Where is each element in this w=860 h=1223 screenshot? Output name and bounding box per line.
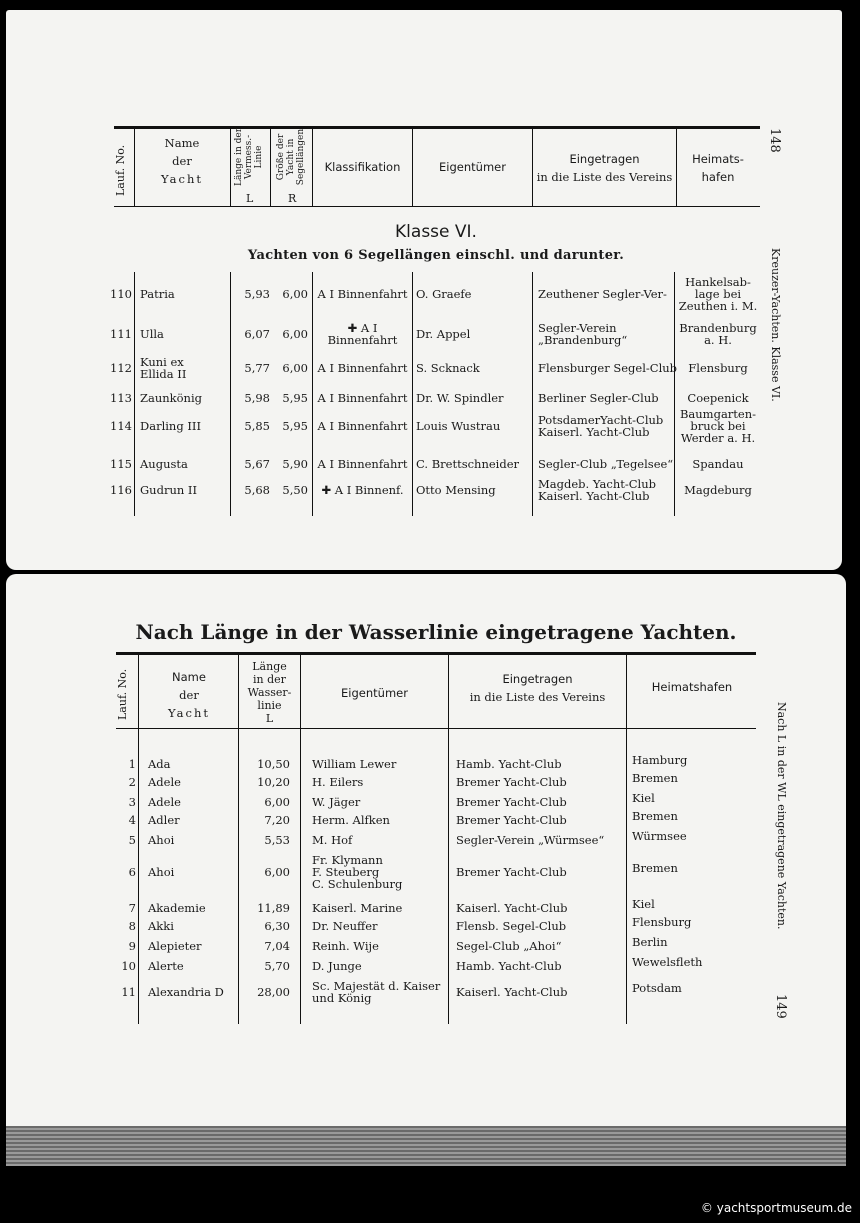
top-header-bottom-rule bbox=[114, 206, 760, 207]
club: Bremer Yacht-Club bbox=[456, 775, 567, 789]
col-divider bbox=[270, 126, 271, 206]
bottom-header-rule bbox=[116, 652, 756, 655]
home-port: a. H. bbox=[704, 333, 732, 347]
col-divider bbox=[134, 272, 135, 516]
header-eingetragen: Eingetragen in die Liste des Vereins bbox=[536, 152, 673, 184]
size-value: 5,50 bbox=[282, 483, 308, 497]
yacht-name: Alepieter bbox=[148, 939, 202, 953]
club: Magdeb. Yacht-Club bbox=[538, 477, 656, 491]
classification: ✚ A I Binnenf. bbox=[321, 483, 404, 497]
owner: Louis Wustrau bbox=[416, 419, 501, 433]
header-eingetragen: Eingetragen in die Liste des Vereins bbox=[469, 672, 606, 704]
bottom-page-number: 149 bbox=[773, 994, 788, 1019]
owner: Dr. W. Spindler bbox=[416, 391, 504, 405]
size-value: 6,00 bbox=[282, 287, 308, 301]
home-port: Flensburg bbox=[632, 915, 692, 929]
yacht-name: Adler bbox=[148, 813, 180, 827]
size-value: 6,00 bbox=[282, 327, 308, 341]
yacht-name: Gudrun II bbox=[140, 483, 198, 497]
home-port: Magdeburg bbox=[684, 483, 752, 497]
owner: D. Junge bbox=[312, 959, 362, 973]
owner: Herm. Alfken bbox=[312, 813, 390, 827]
yacht-name: Ulla bbox=[140, 327, 164, 341]
header-eigentuemer: Eigentümer bbox=[341, 686, 408, 700]
size-value: 5,95 bbox=[282, 391, 308, 405]
yacht-name: Kuni ex bbox=[140, 355, 184, 369]
length-value: 6,30 bbox=[264, 919, 290, 933]
row-number: 6 bbox=[128, 865, 136, 879]
row-number: 8 bbox=[128, 919, 136, 933]
owner: C. Schulenburg bbox=[312, 877, 403, 891]
row-number: 116 bbox=[110, 483, 132, 497]
owner: F. Steuberg bbox=[312, 865, 380, 879]
col-divider bbox=[138, 654, 139, 1024]
header-laenge-symbol: L bbox=[246, 192, 254, 205]
home-port: bruck bei bbox=[690, 419, 746, 433]
club: Flensb. Segel-Club bbox=[456, 919, 567, 933]
row-number: 5 bbox=[128, 833, 136, 847]
club: Kaiserl. Yacht-Club bbox=[538, 489, 650, 503]
col-divider bbox=[448, 654, 449, 1024]
length-value: 7,20 bbox=[264, 813, 290, 827]
col-divider bbox=[230, 272, 231, 516]
header-heimatshafen: Heimats- hafen bbox=[692, 152, 744, 184]
row-number: 9 bbox=[128, 939, 136, 953]
header-groesse: Größe der Yacht in Segellängen bbox=[276, 128, 306, 186]
size-value: 5,95 bbox=[282, 419, 308, 433]
club: Bremer Yacht-Club bbox=[456, 813, 567, 827]
club: Hamb. Yacht-Club bbox=[456, 757, 562, 771]
row-number: 10 bbox=[121, 959, 136, 973]
club: Kaiserl. Yacht-Club bbox=[538, 425, 650, 439]
length-value: 6,07 bbox=[244, 327, 270, 341]
club: Kaiserl. Yacht-Club bbox=[456, 985, 568, 999]
home-port: Coepenick bbox=[687, 391, 749, 405]
header-laenge: Länge in der Wasser- linie L bbox=[247, 660, 292, 725]
length-value: 7,04 bbox=[264, 939, 290, 953]
yacht-name: Ada bbox=[148, 757, 171, 771]
top-header-rule bbox=[114, 126, 760, 129]
classification: A I Binnenfahrt bbox=[317, 419, 408, 433]
yacht-name: Patria bbox=[140, 287, 175, 301]
owner: W. Jäger bbox=[312, 795, 361, 809]
row-number: 110 bbox=[110, 287, 132, 301]
bottom-running-head: Nach L in der WL eingetragene Yachten. bbox=[775, 702, 788, 930]
row-number: 114 bbox=[110, 419, 132, 433]
club: Bremer Yacht-Club bbox=[456, 865, 567, 879]
length-value: 10,20 bbox=[257, 775, 290, 789]
header-klassifikation: Klassifikation bbox=[324, 160, 401, 174]
row-number: 2 bbox=[128, 775, 136, 789]
row-number: 4 bbox=[128, 813, 136, 827]
owner: Sc. Majestät d. Kaiser bbox=[312, 979, 441, 993]
row-number: 111 bbox=[110, 327, 132, 341]
home-port: Baumgarten- bbox=[679, 407, 757, 421]
top-page-number: 148 bbox=[767, 128, 782, 153]
yacht-name: Ellida II bbox=[140, 367, 187, 381]
bottom-title: Nach Länge in der Wasserlinie eingetragene Yachten. bbox=[135, 620, 737, 644]
owner: Otto Mensing bbox=[416, 483, 496, 497]
owner: C. Brettschneider bbox=[416, 457, 520, 471]
length-value: 5,67 bbox=[244, 457, 270, 471]
yacht-name: Alerte bbox=[148, 959, 184, 973]
owner: Kaiserl. Marine bbox=[312, 901, 403, 915]
classification: A I Binnenfahrt bbox=[317, 361, 408, 375]
owner: O. Graefe bbox=[416, 287, 472, 301]
length-value: 6,00 bbox=[264, 865, 290, 879]
club: Berliner Segler-Club bbox=[538, 391, 659, 405]
copyright-notice: © yachtsportmuseum.de bbox=[700, 1201, 852, 1215]
home-port: Werder a. H. bbox=[680, 431, 756, 445]
yacht-name: Adele bbox=[148, 775, 181, 789]
home-port: Wewelsfleth bbox=[632, 955, 703, 969]
bottom-header-bottom-rule bbox=[116, 728, 756, 729]
length-value: 5,85 bbox=[244, 419, 270, 433]
yacht-name: Akki bbox=[148, 919, 174, 933]
yacht-name: Ahoi bbox=[148, 833, 175, 847]
home-port: Kiel bbox=[632, 897, 655, 911]
home-port: Berlin bbox=[632, 935, 668, 949]
col-divider bbox=[134, 126, 135, 206]
home-port: Potsdam bbox=[632, 981, 682, 995]
home-port: Brandenburg bbox=[679, 321, 757, 335]
club: Kaiserl. Yacht-Club bbox=[456, 901, 568, 915]
col-divider bbox=[300, 654, 301, 1024]
col-divider bbox=[412, 272, 413, 516]
length-value: 10,50 bbox=[257, 757, 290, 771]
length-value: 5,68 bbox=[244, 483, 270, 497]
classification: ✚ A I bbox=[347, 321, 378, 335]
header-name: Name der Yacht bbox=[167, 670, 211, 720]
yacht-name: Akademie bbox=[148, 901, 206, 915]
club: Flensburger Segel-Club bbox=[538, 361, 678, 375]
top-running-head: Kreuzer-Yachten. Klasse VI. bbox=[769, 248, 782, 402]
size-value: 6,00 bbox=[282, 361, 308, 375]
col-divider bbox=[674, 272, 675, 516]
classification: A I Binnenfahrt bbox=[317, 391, 408, 405]
col-divider bbox=[230, 126, 231, 206]
home-port: Bremen bbox=[632, 771, 678, 785]
header-name: Name der Yacht bbox=[160, 136, 204, 186]
yacht-name: Zaunkönig bbox=[140, 391, 202, 405]
classification: A I Binnenfahrt bbox=[317, 457, 408, 471]
club: Segler-Club „Tegelsee“ bbox=[538, 457, 674, 471]
yacht-name: Adele bbox=[148, 795, 181, 809]
club: Segler-Verein „Würmsee“ bbox=[456, 833, 605, 847]
length-value: 6,00 bbox=[264, 795, 290, 809]
col-divider bbox=[532, 272, 533, 516]
owner: und König bbox=[312, 991, 372, 1005]
owner: M. Hof bbox=[312, 833, 353, 847]
class-subtitle: Yachten von 6 Segellängen einschl. und darunter. bbox=[247, 248, 625, 263]
col-divider bbox=[626, 654, 627, 1024]
class-title: Klasse VI. bbox=[395, 222, 477, 242]
length-value: 5,77 bbox=[244, 361, 270, 375]
length-value: 5,98 bbox=[244, 391, 270, 405]
row-number: 115 bbox=[110, 457, 132, 471]
home-port: Zeuthen i. M. bbox=[678, 299, 758, 313]
home-port: Spandau bbox=[692, 457, 744, 471]
top-page bbox=[6, 10, 842, 570]
classification: A I Binnenfahrt bbox=[317, 287, 408, 301]
classification: Binnenfahrt bbox=[327, 333, 398, 347]
length-value: 5,53 bbox=[264, 833, 290, 847]
home-port: Kiel bbox=[632, 791, 655, 805]
club: Zeuthener Segler-Ver- bbox=[538, 287, 667, 301]
length-value: 5,93 bbox=[244, 287, 270, 301]
length-value: 28,00 bbox=[257, 985, 290, 999]
row-number: 113 bbox=[110, 391, 132, 405]
header-groesse-symbol: R bbox=[288, 192, 297, 205]
home-port: Würmsee bbox=[632, 829, 687, 843]
bottom-page bbox=[6, 574, 846, 1130]
home-port: Hankelsab- bbox=[685, 275, 751, 289]
owner: Dr. Appel bbox=[416, 327, 471, 341]
yacht-name: Ahoi bbox=[148, 865, 175, 879]
owner: William Lewer bbox=[312, 757, 397, 771]
header-lauf-no: Lauf. No. bbox=[116, 668, 129, 720]
header-heimatshafen: Heimatshafen bbox=[651, 680, 733, 694]
row-number: 1 bbox=[128, 757, 136, 771]
club: Bremer Yacht-Club bbox=[456, 795, 567, 809]
club: Hamb. Yacht-Club bbox=[456, 959, 562, 973]
yacht-name: Augusta bbox=[140, 457, 188, 471]
size-value: 5,90 bbox=[282, 457, 308, 471]
yacht-name: Darling III bbox=[140, 419, 201, 433]
club: PotsdamerYacht-Club bbox=[538, 413, 664, 427]
home-port: lage bei bbox=[694, 287, 742, 301]
length-value: 11,89 bbox=[257, 901, 290, 915]
owner: Fr. Klymann bbox=[312, 853, 383, 867]
owner: Reinh. Wije bbox=[312, 939, 379, 953]
header-eigentuemer: Eigentümer bbox=[439, 160, 506, 174]
row-number: 11 bbox=[121, 985, 136, 999]
header-lauf-no: Lauf. No. bbox=[114, 144, 127, 196]
owner: S. Scknack bbox=[416, 361, 480, 375]
home-port: Flensburg bbox=[688, 361, 748, 375]
home-port: Hamburg bbox=[632, 753, 688, 767]
club: „Brandenburg“ bbox=[538, 333, 628, 347]
club: Segel-Club „Ahoi“ bbox=[456, 939, 562, 953]
club: Segler-Verein bbox=[538, 321, 617, 335]
header-laenge: Länge in der Vermess.-Linie bbox=[234, 128, 264, 187]
page-edges bbox=[6, 1126, 846, 1166]
yacht-name: Alexandria D bbox=[148, 985, 224, 999]
length-value: 5,70 bbox=[264, 959, 290, 973]
row-number: 7 bbox=[128, 901, 136, 915]
owner: Dr. Neuffer bbox=[312, 919, 378, 933]
owner: H. Eilers bbox=[312, 775, 364, 789]
row-number: 3 bbox=[128, 795, 136, 809]
home-port: Bremen bbox=[632, 861, 678, 875]
row-number: 112 bbox=[110, 361, 132, 375]
home-port: Bremen bbox=[632, 809, 678, 823]
